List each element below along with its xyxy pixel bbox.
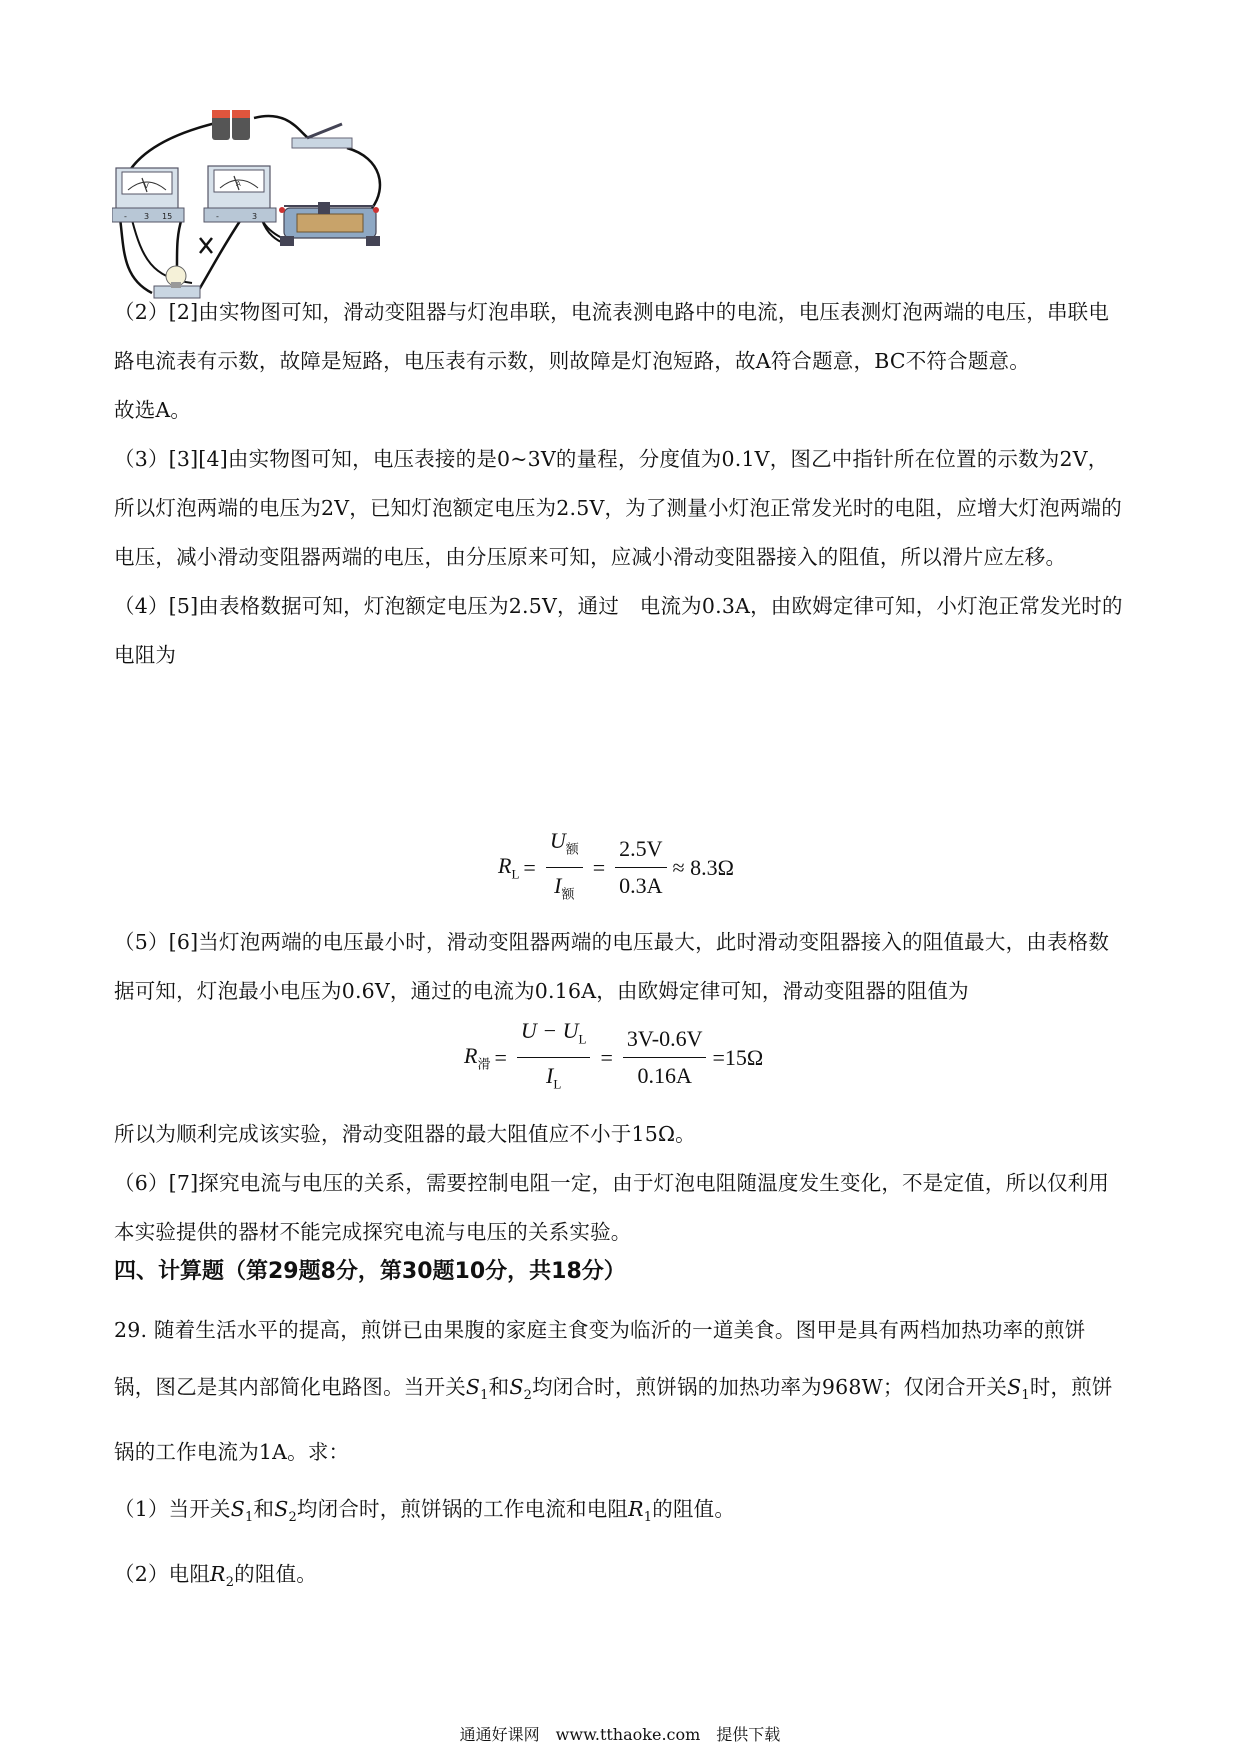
- ammeter-terminal-3: 3: [252, 212, 258, 221]
- rheostat-icon: [279, 202, 380, 246]
- voltmeter-icon: [112, 168, 184, 222]
- fraction-numeric: $\frac{3V-0.6V}{0.16A}$: [623, 1024, 707, 1091]
- sub-question-2: （2）电阻$R_2$的阻值。: [114, 1562, 317, 1591]
- formula-result: =15Ω: [712, 1044, 764, 1070]
- paragraph: （5）[6]当灯泡两端的电压最小时，滑动变阻器两端的电压最大，此时滑动变阻器接入的阻值最大，由表格数据可知，灯泡最小电压为0.6V，通过的电流为0.16A，由欧姆定律可知，滑动变阻器的阻值为: [114, 930, 1110, 1003]
- solution-text-top: [114, 288, 1124, 680]
- section-heading: 四、计算题（第29题8分，第30题10分，共18分）: [114, 1259, 626, 1284]
- solution-text-mid: [114, 918, 1124, 1016]
- sub-question-1: （1）当开关$S_1$和$S_2$均闭合时，煎饼锅的工作电流和电阻$R_1$的阻值。: [114, 1497, 736, 1526]
- paragraph: 所以为顺利完成该实验，滑动变阻器的最大阻值应不小于15Ω。: [114, 1122, 696, 1146]
- solution-text-bottom: [114, 1110, 1124, 1257]
- paragraph: （3）[3][4]由实物图可知，电压表接的是0~3V的量程，分度值为0.1V，图乙中指针所在位置的示数为2V，所以灯泡两端的电压为2V，已知灯泡额定电压为2.5V，为了测量小灯泡正常发光时的电阻，应增大灯泡两端的电压，减小滑动变阻器两端的电压，由分压原来可知，应减小滑动变阻器接入的阻值，所以滑片应左移。: [114, 447, 1122, 569]
- paragraph: （4）[5]由表格数据可知，灯泡额定电压为2.5V，通过 电流为0.3A，由欧姆定律可知，小灯泡正常发光时的电阻为: [114, 594, 1123, 667]
- formula-result: ≈ 8.3Ω: [672, 854, 734, 880]
- voltmeter-terminal-15: 15: [162, 212, 173, 221]
- question-29: [114, 1302, 1124, 1611]
- page-footer: 通通好课网 www.tthaoke.com 提供下载: [459, 1725, 781, 1744]
- ammeter-terminal-minus: -: [216, 212, 219, 221]
- paragraph: （2）[2]由实物图可知，滑动变阻器与灯泡串联，电流表测电路中的电流，电压表测灯泡两端的电压，串联电路电流表有示数，故障是短路，电压表有示数，则故障是灯泡短路，故A符合题意，BC不符合题意。: [114, 300, 1110, 373]
- voltmeter-label: V: [144, 182, 149, 190]
- voltmeter-terminal-3: 3: [144, 212, 150, 221]
- wire-switch-rheostat: [347, 148, 380, 208]
- circuit-diagram: [112, 108, 432, 308]
- fraction-symbolic: $\frac{U - U_L}{I_L}$: [517, 1016, 591, 1100]
- fraction-symbolic: $\frac{U_额}{I_额}$: [546, 826, 583, 910]
- formula-lhs: $R_L$: [498, 853, 520, 882]
- switch-icon: [292, 124, 352, 148]
- ammeter-icon: [204, 166, 276, 222]
- wire-ammeter-lamp: [197, 218, 242, 293]
- paragraph: 故选A。: [114, 398, 192, 422]
- formula-lamp-resistance: $R_L$ = $\frac{U_额}{I_额}$ = $\frac{2.5V}{0.3A}$ ≈ 8.3Ω: [498, 826, 734, 910]
- formula-rheostat-resistance: $R_滑$ = $\frac{U - U_L}{I_L}$ = $\frac{3V-0.6V}{0.16A}$ =15Ω: [464, 1016, 763, 1100]
- paragraph: （6）[7]探究电流与电压的关系，需要控制电阻一定，由于灯泡电阻随温度发生变化，不是定值，所以仅利用本实验提供的器材不能完成探究电流与电压的关系实验。: [114, 1171, 1110, 1244]
- fraction-numeric: $\frac{2.5V}{0.3A}$: [615, 834, 666, 901]
- voltmeter-terminal-minus: -: [124, 212, 127, 221]
- cross-mark: [200, 238, 212, 253]
- formula-lhs: $R_滑$: [464, 1043, 491, 1072]
- battery-icon: [212, 110, 250, 140]
- question-intro: 29. 随着生活水平的提高，煎饼已由果腹的家庭主食变为临沂的一道美食。图甲是具有两档加热功率的煎饼锅，图乙是其内部简化电路图。当开关$S_1$和$S_2$均闭合时，煎饼锅的加热功率为968W；仅闭合开关$S_1$时，煎饼锅的工作电流为1A。求：: [114, 1318, 1113, 1465]
- ammeter-label: A: [236, 180, 241, 188]
- wire-battery-switch: [254, 116, 312, 140]
